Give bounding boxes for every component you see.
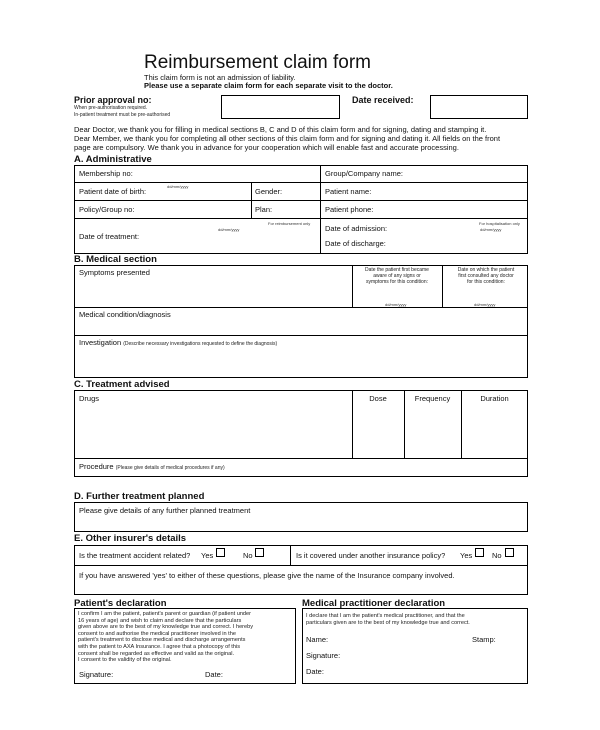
insurer-name-note: If you have answered 'yes' to either of these questions, please give the name of the Insurance company involved. — [79, 571, 455, 580]
intro-line-3: page are compulsory. We thank you in advance for your cooperation which will enable fast and accurate processing. — [74, 143, 459, 152]
date-received-field[interactable] — [430, 95, 528, 119]
patient-name-label: Patient name: — [325, 187, 372, 196]
doctor-date-label: Date: — [306, 667, 324, 676]
accident-no-label: No — [243, 551, 253, 560]
section-a-title: A. Administrative — [74, 154, 152, 165]
duration-label: Duration — [480, 394, 509, 403]
intro-line-1: Dear Doctor, we thank you for filling in medical sections B, C and D of this claim form and for signing, dating and stamping it. — [74, 125, 487, 134]
procedure-label: Procedure (Please give details of medical procedures if any) — [79, 462, 225, 471]
further-treatment-label: Please give details of any further planned treatment — [79, 506, 251, 515]
dob-label: Patient date of birth: — [79, 187, 147, 196]
subtitle-separate-form: Please use a separate claim form for each separate visit to the doctor. — [144, 81, 393, 90]
membership-label: Membership no: — [79, 169, 133, 178]
admission-date-format: dd/mm/yyyy — [480, 227, 502, 232]
aware-date-label: Date the patient first became aware of any signs or symptoms for this condition: — [365, 267, 429, 285]
section-c-title: C. Treatment advised — [74, 379, 170, 390]
hospitalisation-only-note: For hospitalisation only — [479, 221, 520, 226]
insurance-yes-label: Yes — [460, 551, 473, 560]
date-received-label: Date received: — [352, 95, 414, 105]
doctor-signature-label: Signature: — [306, 651, 341, 660]
plan-label: Plan: — [255, 205, 273, 214]
other-insurance-question: Is it covered under another insurance policy? — [296, 551, 446, 560]
prior-approval-field[interactable] — [221, 95, 340, 119]
reimbursement-only-note: For reimbursement only — [268, 221, 311, 226]
accident-yes-checkbox[interactable] — [216, 548, 225, 557]
section-a-table — [74, 165, 528, 254]
prior-approval-label: Prior approval no: — [74, 95, 152, 105]
doctor-declaration-text: I declare that I am the patient's medical practitioner, and that the particulars given are to the best of my knowledge true and correct. — [306, 613, 470, 626]
section-e-title: E. Other insurer's details — [74, 533, 187, 544]
symptoms-label: Symptoms presented — [79, 268, 150, 277]
accident-no-checkbox[interactable] — [255, 548, 264, 557]
doctor-name-label: Name: — [306, 635, 329, 644]
doctor-stamp-label: Stamp: — [472, 635, 496, 644]
dob-format: dd/mm/yyyy — [167, 184, 189, 189]
section-b-title: B. Medical section — [74, 254, 157, 265]
patient-declaration-title: Patient's declaration — [74, 598, 167, 609]
dose-label: Dose — [369, 394, 387, 403]
gender-label: Gender: — [255, 187, 283, 196]
drugs-label: Drugs — [79, 394, 100, 403]
admission-date-label: Date of admission: — [325, 224, 388, 233]
consult-date-format: dd/mm/yyyy — [474, 302, 496, 307]
form-title: Reimbursement claim form — [144, 52, 371, 73]
frequency-label: Frequency — [414, 394, 451, 403]
investigation-label: Investigation (Describe necessary investigations requested to define the diagnosis) — [79, 338, 278, 347]
discharge-date-label: Date of discharge: — [325, 239, 386, 248]
policy-label: Policy/Group no: — [79, 205, 135, 214]
aware-date-format: dd/mm/yyyy — [385, 302, 407, 307]
patient-phone-label: Patient phone: — [325, 205, 374, 214]
treatment-date-label: Date of treatment: — [79, 232, 140, 241]
patient-signature-label: Signature: — [79, 670, 114, 679]
accident-yes-label: Yes — [201, 551, 214, 560]
treatment-date-format: dd/mm/yyyy — [218, 227, 240, 232]
subtitle-liability: This claim form is not an admission of liability. — [144, 73, 296, 82]
intro-line-2: Dear Member, we thank you for completing all other sections of this claim form and for signing and dating it. All fields on the front — [74, 134, 501, 143]
insurance-no-label: No — [492, 551, 502, 560]
prior-approval-note2: In-patient treatment must be pre-authorised — [74, 112, 171, 118]
prior-approval-note1: When pre-authorisation required. — [74, 105, 148, 111]
insurance-no-checkbox[interactable] — [505, 548, 514, 557]
group-company-label: Group/Company name: — [325, 169, 403, 178]
accident-question: Is the treatment accident related? — [79, 551, 191, 560]
section-d-title: D. Further treatment planned — [74, 491, 205, 502]
consult-date-label: Date on which the patient first consulted any doctor for this condition: — [457, 267, 515, 285]
condition-label: Medical condition/diagnosis — [79, 310, 171, 319]
doctor-declaration-title: Medical practitioner declaration — [302, 598, 446, 609]
patient-declaration-text: I confirm I am the patient, patient's parent or guardian (if patient under 16 years of age) and wish to claim and declare that the particulars given above are to the best of my knowledge true and correct. I hereby consent to and authorise the medical practitioner involved in the patient's treatment to disclose medical and discharge arrangements with the patient to AXA Insurance. I agree that a photocopy of this consent shall be regarded as effective and valid as the original. I consent to the validity of the original. — [78, 611, 254, 664]
patient-date-label: Date: — [205, 670, 223, 679]
insurance-yes-checkbox[interactable] — [475, 548, 484, 557]
